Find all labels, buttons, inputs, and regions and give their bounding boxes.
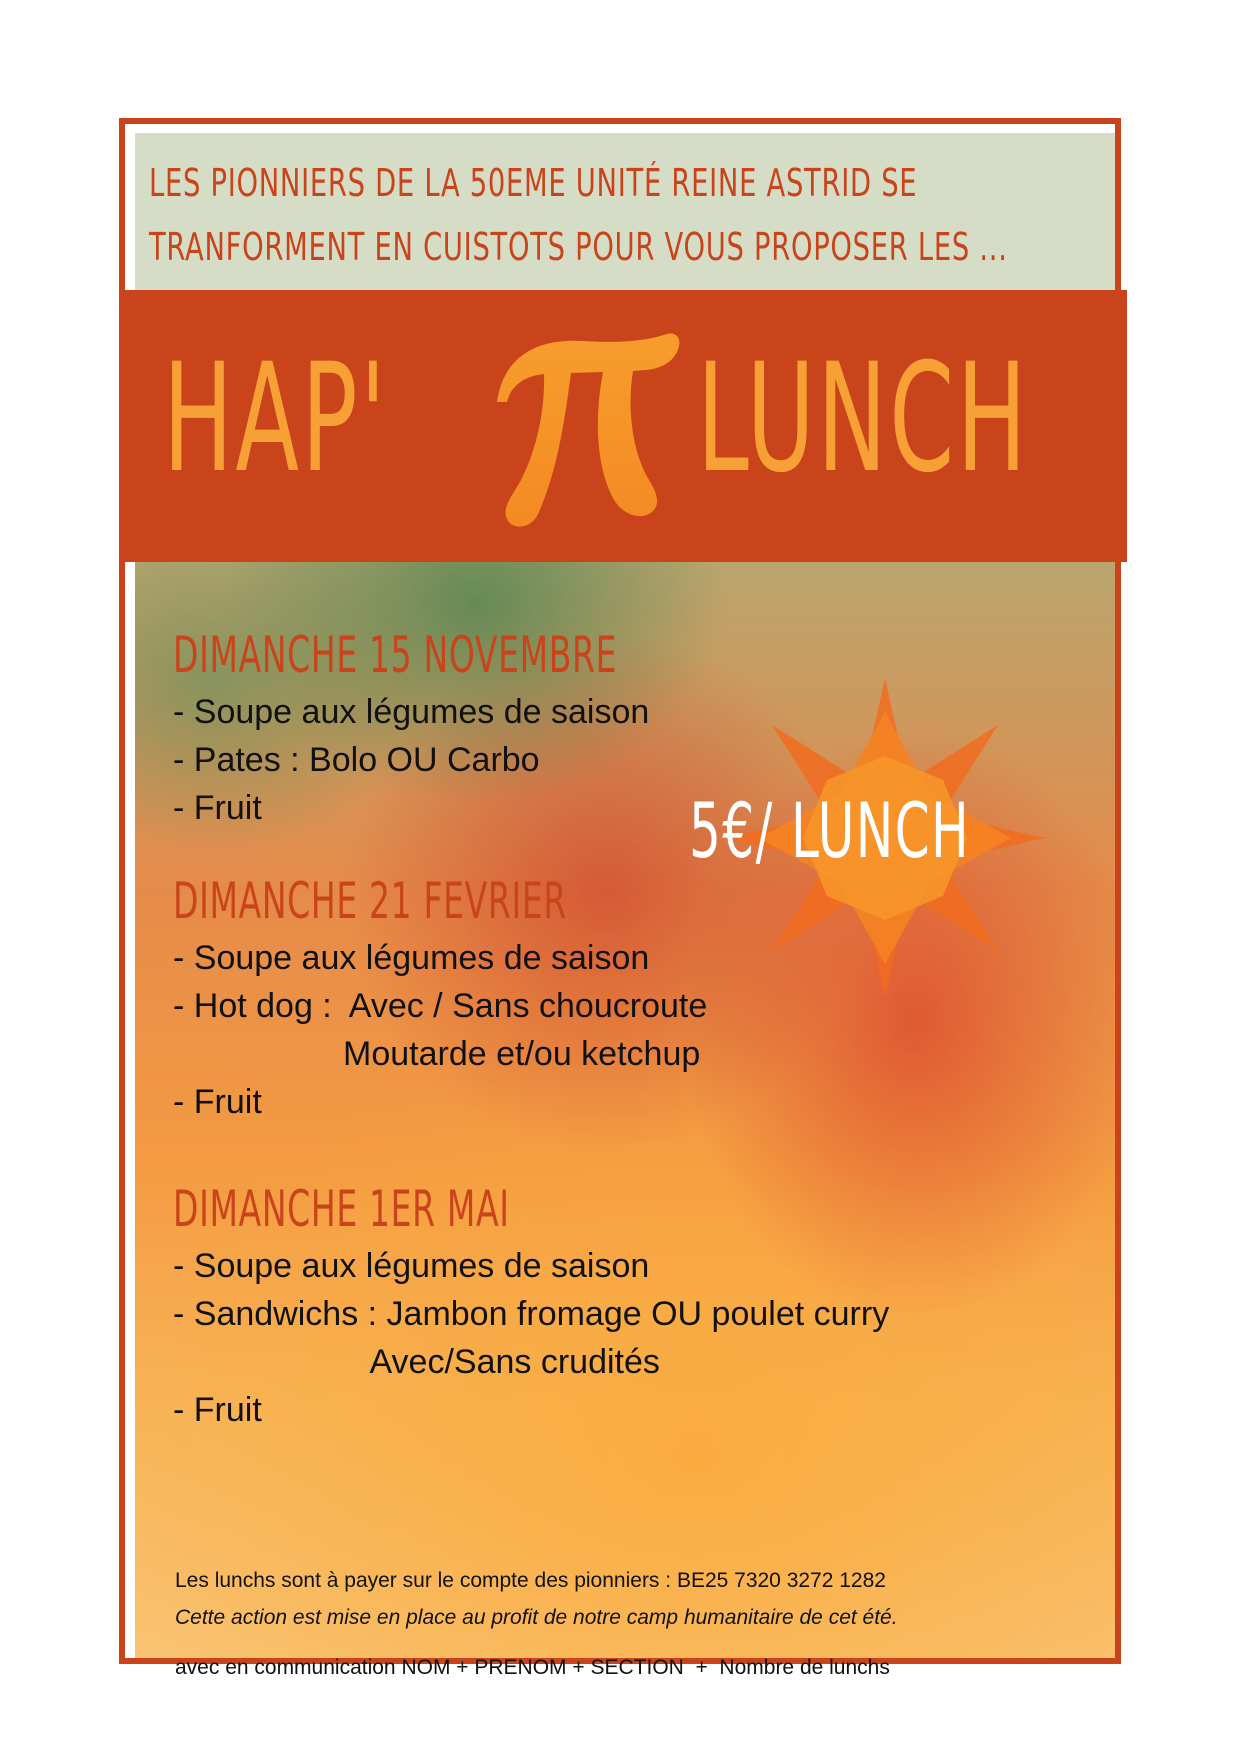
menu-item: Moutarde et/ou ketchup — [173, 1035, 701, 1073]
menu-item: - Sandwichs : Jambon fromage OU poulet curry — [173, 1295, 890, 1333]
title-banner — [125, 290, 1127, 562]
menu-item: Avec/Sans crudités — [173, 1343, 660, 1381]
lunch-poster — [119, 118, 1121, 1679]
menu-item: - Fruit — [173, 1391, 262, 1429]
menu-item: - Soupe aux légumes de saison — [173, 693, 650, 731]
menu-item: - Soupe aux légumes de saison — [173, 1247, 650, 1285]
menu-item: - Soupe aux légumes de saison — [173, 939, 650, 977]
menu-section-february — [173, 868, 770, 1126]
intro-text: LES PIONNIERS DE LA 50EME UNITÉ REINE ASTRID SE TRANFORMENT EN CUISTOTS POUR VOUS PROPOSER LES ... — [149, 161, 1008, 269]
menu-item: - Fruit — [173, 1083, 262, 1121]
menu-item: - Fruit — [173, 789, 262, 827]
price-label: 5€/ LUNCH — [689, 786, 970, 875]
menu-day-title: DIMANCHE 1ER MAI — [173, 1180, 510, 1238]
menu-item: - Pates : Bolo OU Carbo — [173, 741, 540, 779]
menu-section-may — [173, 1176, 889, 1434]
pi-icon — [487, 310, 697, 540]
menu-item: - Hot dog : Avec / Sans choucroute — [173, 987, 708, 1025]
menu-day-title: DIMANCHE 15 NOVEMBRE — [173, 626, 618, 684]
payment-line: avec en communication NOM + PRENOM + SECTION + Nombre de lunchs — [175, 1656, 890, 1679]
payment-line: Les lunchs sont à payer sur le compte des pionniers : BE25 7320 3272 1282 — [175, 1569, 886, 1592]
title-lunch: LUNCH — [697, 332, 1030, 506]
intro-box — [135, 133, 1115, 290]
menu-section-november — [173, 622, 846, 832]
footer-note: Cette action est mise en place au profit de notre camp humanitaire de cet été. — [175, 1606, 898, 1629]
menu-day-title: DIMANCHE 21 FEVRIER — [173, 872, 567, 930]
title-hap: HAP' — [163, 332, 389, 506]
menu-panel — [135, 562, 1115, 1679]
